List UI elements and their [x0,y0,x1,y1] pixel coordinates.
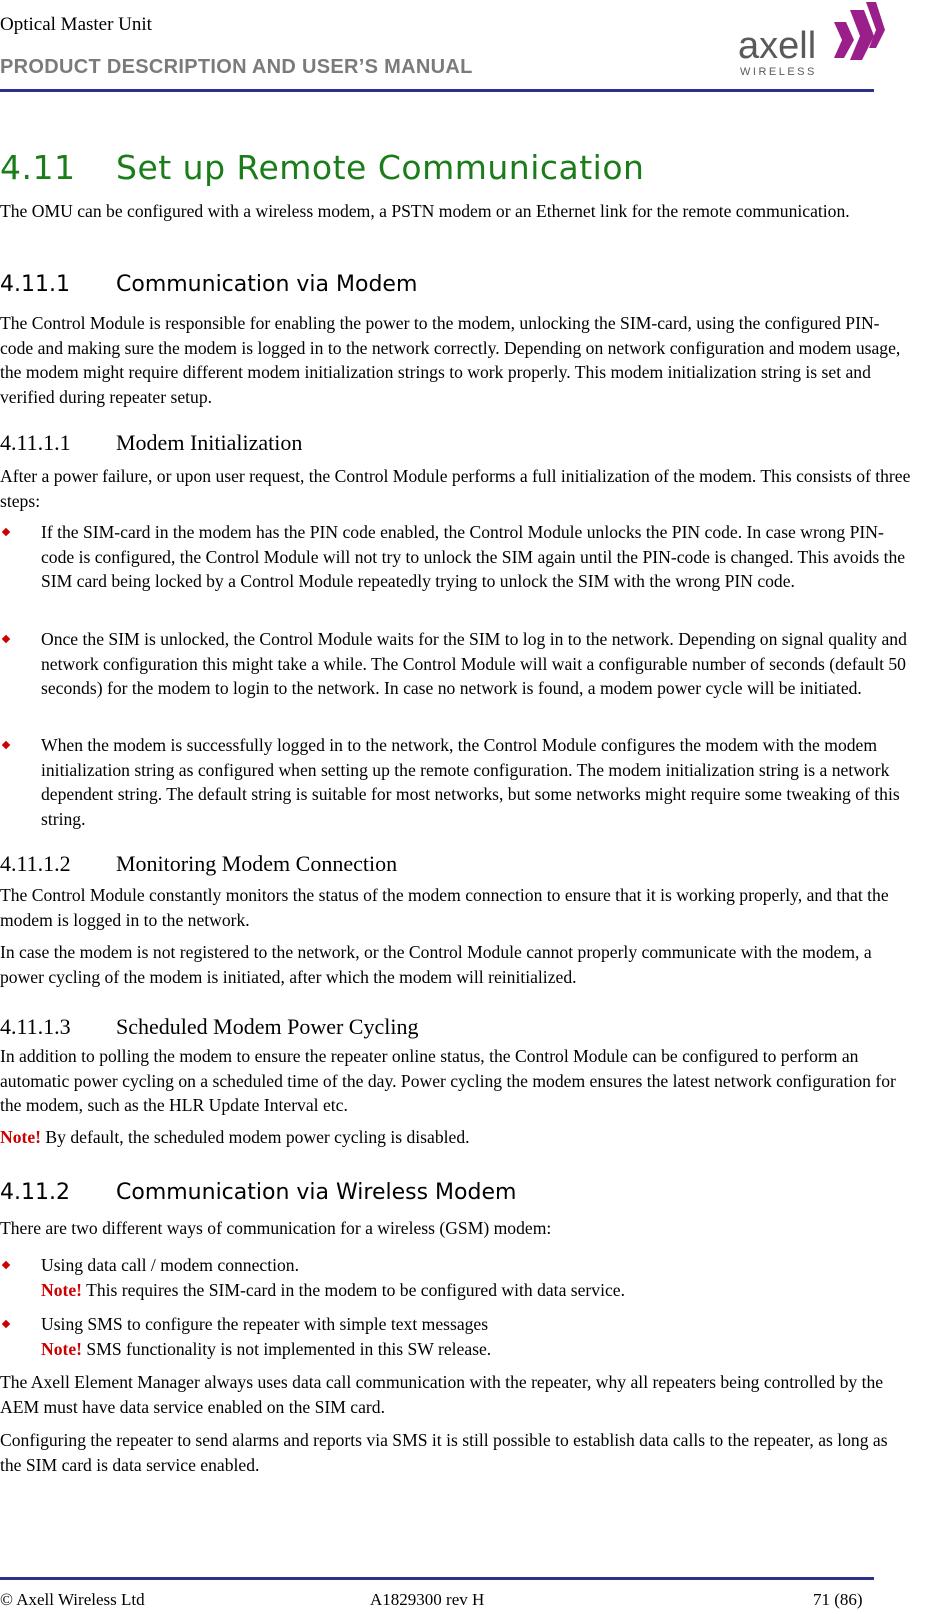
doc-title: Optical Master Unit [0,14,152,35]
logo-wordmark: axell [738,25,817,67]
subsection-number: 4.11.2 [0,1180,70,1205]
paragraph: In addition to polling the modem to ensure the repeater online status, the Control Module can be configured to perform an automatic power cycling on a scheduled time of the day. Power cycling the modem ensures the latest network configuration for the modem, such as the HLR Update Interval etc. [0,1046,896,1115]
list-item [0,1253,912,1302]
doc-subtitle: PRODUCT DESCRIPTION AND USER’S MANUAL [0,56,473,78]
paragraph: The Axell Element Manager always uses data call communication with the repeater, why all repeaters being controlled by the AEM must have data service enabled on the SIM card. [0,1372,884,1417]
section-intro: The OMU can be configured with a wireless modem, a PSTN modem or an Ethernet link for the remote communication. [0,201,850,221]
bullet-icon [2,528,10,536]
list-item-text: Once the SIM is unlocked, the Control Module waits for the SIM to log in to the network. Depending on signal quality and network configuration this might take a while. The Control Module will wait a configurable number of seconds (default 50 seconds) for the modem to login to the network. In case no network is found, a modem power cycle will be initiated. [41,629,907,698]
list-item-text: Using SMS to configure the repeater with simple text messages [41,1314,489,1334]
paragraph: The Control Module is responsible for enabling the power to the modem, unlocking the SIM-card, using the configured PIN-code and making sure the modem is logged in to the network correctly. Depending on network configuration and modem usage, the modem might require different modem initialization strings to work properly. This modem initialization string is set and verified during repeater setup. [0,313,901,407]
header-rule [0,89,874,92]
section-number: 4.11 [0,148,76,187]
bullet-icon [2,1320,10,1328]
bullet-icon [2,635,10,643]
subsubsection-number: 4.11.1.2 [0,851,71,876]
logo-chevron-icon [850,10,874,60]
paragraph: In case the modem is not registered to the network, or the Control Module cannot properly communicate with the modem, a power cycling of the modem is initiated, after which the modem will reinitialized. [0,942,872,987]
note-text: SMS functionality is not implemented in this SW release. [82,1338,492,1359]
list-item-text: When the modem is successfully logged in to the network, the Control Module configures the modem with the modem initialization string as configured when setting up the remote configuration. The modem initialization string is a network dependent string. The default string is suitable for most networks, but some networks might require some tweaking of this string. [41,735,900,829]
subsubsection-number: 4.11.1.3 [0,1014,71,1039]
note-label: Note! [41,1338,83,1359]
list-item [0,627,912,701]
paragraph: After a power failure, or upon user request, the Control Module performs a full initialization of the modem. This consists of three steps: [0,466,911,511]
subsubsection-heading [0,851,397,877]
list-item [0,520,912,594]
axell-wireless-logo [738,0,886,80]
subsection-heading [0,1180,516,1205]
subsection-heading [0,272,417,297]
logo-chevron-icon [834,22,854,58]
footer-doc-id: A1829300 rev H [370,1590,485,1609]
list-item [0,1312,912,1361]
note-paragraph [0,1125,912,1150]
paragraph: There are two different ways of communication for a wireless (GSM) modem: [0,1218,552,1238]
section-heading [0,148,644,187]
note-text: By default, the scheduled modem power cycling is disabled. [41,1127,470,1147]
note-label: Note! [41,1279,83,1300]
footer-rule [0,1577,874,1580]
footer-page-number: 71 (86) [813,1590,863,1609]
subsection-number: 4.11.1 [0,272,70,297]
subsection-title: Communication via Modem [116,272,418,297]
section-title: Set up Remote Communication [116,148,645,187]
bullet-icon [2,1261,10,1269]
subsubsection-title: Scheduled Modem Power Cycling [116,1014,419,1039]
note-label: Note! [0,1127,42,1147]
subsection-title: Communication via Wireless Modem [116,1180,517,1205]
list-item [0,733,912,831]
paragraph: The Control Module constantly monitors the status of the modem connection to ensure that it is working properly, and that the modem is logged in to the network. [0,885,889,930]
subsubsection-heading [0,1014,418,1040]
subsubsection-heading [0,430,302,456]
subsubsection-title: Monitoring Modem Connection [116,851,398,876]
list-item-text: If the SIM-card in the modem has the PIN code enabled, the Control Module unlocks the PIN code. In case wrong PIN-code is configured, the Control Module will not try to unlock the SIM again until the PIN-code is changed. This avoids the SIM card being locked by a Control Module repeatedly trying to unlock the SIM with the wrong PIN code. [41,522,906,591]
footer-copyright: © Axell Wireless Ltd [0,1590,145,1609]
paragraph: Configuring the repeater to send alarms and reports via SMS it is still possible to establish data calls to the repeater, as long as the SIM card is data service enabled. [0,1430,888,1475]
subsubsection-number: 4.11.1.1 [0,430,71,455]
logo-subtext: WIRELESS [740,66,817,78]
note-text: This requires the SIM-card in the modem to be configured with data service. [82,1279,625,1300]
subsubsection-title: Modem Initialization [116,430,303,455]
list-item-text: Using data call / modem connection. [41,1255,299,1275]
bullet-icon [2,741,10,749]
